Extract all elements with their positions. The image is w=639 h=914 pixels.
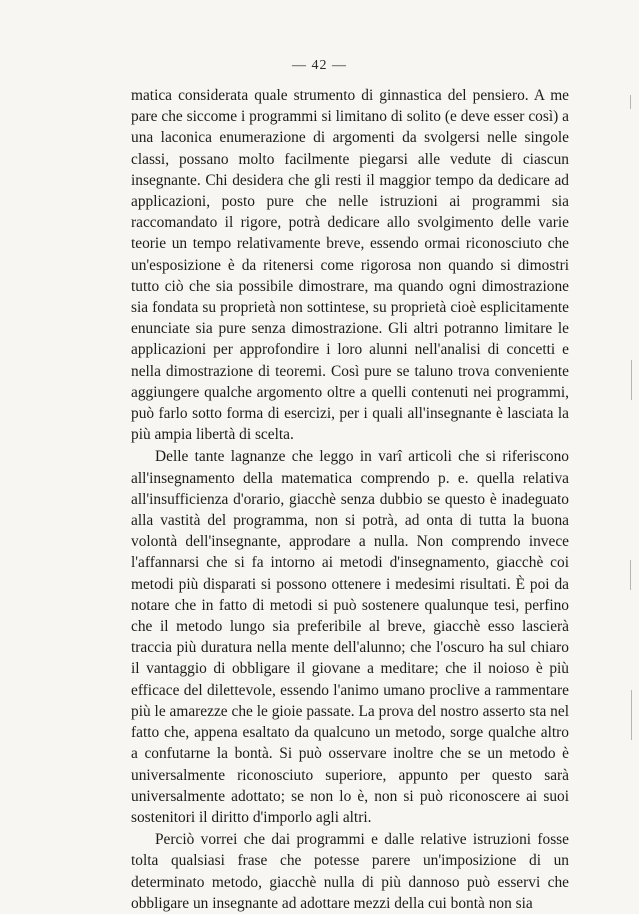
page-number: — 42 — <box>292 58 347 73</box>
scan-edge-mark <box>631 360 632 400</box>
body-text <box>131 85 569 914</box>
paragraph-2: Delle tante lagnanze che leggo in varî articoli che si riferiscono all'insegnamento della matematica comprendo p. e. quella relativa all'insufficienza d'orario, giacchè senza dubbio se questo è inadeguato alla vastità del programma, non si potrà, ad onta di tutta la buona volontà dell'insegnante, approdare a nulla. Non comprendo invece l'affannarsi che si fa intorno ai metodi d'insegnamento, giacchè coi metodi più disparati si possono ottenere i medesimi risultati. È poi da notare che in fatto di metodi si può sostenere qualunque tesi, perfino che il metodo lungo sia preferibile al breve, giacchè esso lascierà traccia più duratura nella mente dell'alunno; che l'oscuro ha sul chiaro il vantaggio di obbligare il giovane a meditare; che il noioso è più efficace del dilettevole, essendo l'animo umano proclive a rammentare più le amarezze che le gioie passate. La prova del nostro asserto sta nel fatto che, appena esaltato da qualcuno un metodo, sorge qualche altro a confutarne la bontà. Si può osservare inoltre che se un metodo è universalmente riconosciuto superiore, appunto per questo sarà universalmente adottato; se non lo è, non si può riconoscere ai suoi sostenitori il diritto d'imporlo agli altri. <box>131 448 569 826</box>
scan-edge-mark <box>630 95 631 109</box>
paragraph-1: matica considerata quale strumento di ginnastica del pensiero. A me pare che siccome i programmi si limitano di solito (e deve esser così) a una laconica enumerazione di argomenti da svolgersi nelle singole classi, possano molto facilmente piegarsi alle vedute di ciascun insegnante. Chi desidera che gli resti il maggior tempo da dedicare ad applicazioni, posto pure che nelle istruzioni ai programmi sia raccomandato il rigore, potrà dedicare allo svolgimento delle varie teorie un tempo relativamente breve, essendo ormai riconosciuto che un'esposizione è da ritenersi come rigorosa non quando si dimostri tutto ciò che sia possibile dimostrare, ma quando ogni dimostrazione sia fondata su proprietà non sottintese, su proprietà cioè esplicitamente enunciate sia pure senza dimostrazione. Gli altri potranno limitare le applicazioni per approfondire i loro alunni nell'analisi di concetti e nella dimostrazione di teoremi. Così pure se taluno trova conveniente aggiungere qualche argomento oltre a quelli contenuti nei programmi, può farlo sotto forma di esercizi, per i quali all'insegnante è lasciata la più ampia libertà di scelta. <box>131 87 569 444</box>
scan-edge-mark <box>631 690 632 740</box>
paragraph-3: Perciò vorrei che dai programmi e dalle relative istruzioni fosse tolta qualsiasi frase che potesse parere un'imposizione di un determinato metodo, giacchè nulla di più dannoso può esservi che obbligare un insegnante ad adottare mezzi della cui bontà non sia <box>131 831 569 912</box>
scan-edge-mark <box>630 560 631 590</box>
